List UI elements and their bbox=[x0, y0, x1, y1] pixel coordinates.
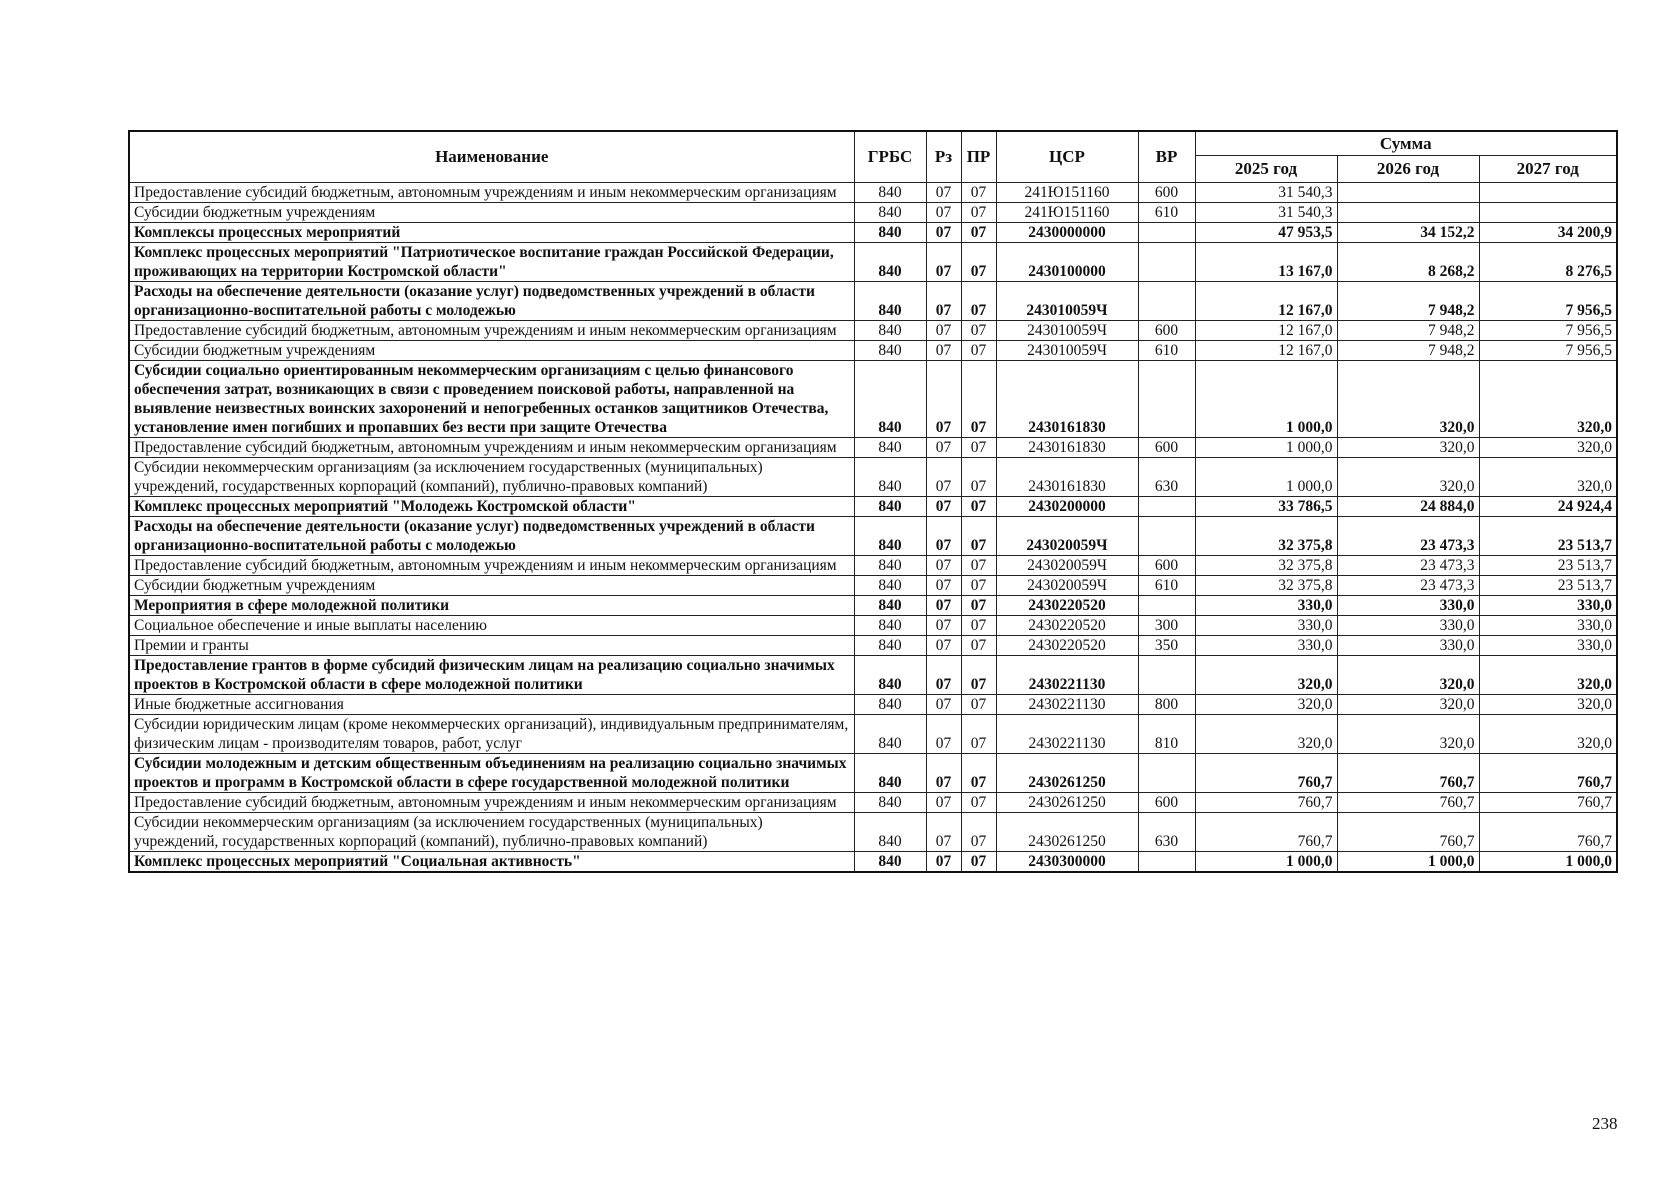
cell-2026: 23 473,3 bbox=[1337, 555, 1479, 575]
cell-2027: 760,7 bbox=[1479, 792, 1617, 812]
cell-csr: 2430161830 bbox=[996, 457, 1138, 496]
cell-vr: 630 bbox=[1138, 457, 1195, 496]
table-row bbox=[129, 635, 1617, 655]
cell-vr: 600 bbox=[1138, 320, 1195, 340]
cell-name: Предоставление субсидий бюджетным, автономным учреждениям и иным некоммерческим организациям bbox=[129, 792, 854, 812]
cell-2027: 320,0 bbox=[1479, 694, 1617, 714]
cell-pr: 07 bbox=[961, 340, 996, 360]
cell-2025: 33 786,5 bbox=[1195, 496, 1337, 516]
cell-2025: 330,0 bbox=[1195, 595, 1337, 615]
cell-2027: 320,0 bbox=[1479, 437, 1617, 457]
cell-grbs: 840 bbox=[854, 615, 926, 635]
budget-table bbox=[128, 130, 1618, 873]
cell-2026: 330,0 bbox=[1337, 635, 1479, 655]
cell-2027: 23 513,7 bbox=[1479, 575, 1617, 595]
cell-2027: 320,0 bbox=[1479, 457, 1617, 496]
cell-pr: 07 bbox=[961, 615, 996, 635]
cell-2025: 32 375,8 bbox=[1195, 575, 1337, 595]
cell-2025: 1 000,0 bbox=[1195, 851, 1337, 872]
cell-rz: 07 bbox=[926, 851, 961, 872]
cell-name: Субсидии юридическим лицам (кроме некоммерческих организаций), индивидуальным предпринимателям, физическим лицам - производителям товаров, работ, услуг bbox=[129, 714, 854, 753]
table-row bbox=[129, 615, 1617, 635]
cell-grbs: 840 bbox=[854, 851, 926, 872]
cell-2025: 320,0 bbox=[1195, 655, 1337, 694]
cell-vr: 610 bbox=[1138, 202, 1195, 222]
cell-2026: 7 948,2 bbox=[1337, 281, 1479, 320]
table-row bbox=[129, 242, 1617, 281]
cell-csr: 243020059Ч bbox=[996, 575, 1138, 595]
cell-pr: 07 bbox=[961, 792, 996, 812]
table-header bbox=[129, 131, 1617, 182]
cell-rz: 07 bbox=[926, 792, 961, 812]
cell-rz: 07 bbox=[926, 340, 961, 360]
cell-2026: 330,0 bbox=[1337, 595, 1479, 615]
cell-2027: 320,0 bbox=[1479, 714, 1617, 753]
cell-pr: 07 bbox=[961, 360, 996, 437]
cell-csr: 241Ю151160 bbox=[996, 182, 1138, 202]
cell-rz: 07 bbox=[926, 242, 961, 281]
cell-rz: 07 bbox=[926, 714, 961, 753]
cell-rz: 07 bbox=[926, 635, 961, 655]
cell-rz: 07 bbox=[926, 457, 961, 496]
cell-csr: 2430220520 bbox=[996, 615, 1138, 635]
cell-csr: 2430161830 bbox=[996, 437, 1138, 457]
cell-csr: 2430161830 bbox=[996, 360, 1138, 437]
cell-vr bbox=[1138, 516, 1195, 555]
cell-2027: 8 276,5 bbox=[1479, 242, 1617, 281]
cell-2025: 320,0 bbox=[1195, 694, 1337, 714]
cell-2026: 7 948,2 bbox=[1337, 340, 1479, 360]
cell-rz: 07 bbox=[926, 694, 961, 714]
cell-vr: 350 bbox=[1138, 635, 1195, 655]
cell-2027: 34 200,9 bbox=[1479, 222, 1617, 242]
header-pr: ПР bbox=[961, 131, 996, 182]
cell-2027: 23 513,7 bbox=[1479, 555, 1617, 575]
cell-grbs: 840 bbox=[854, 281, 926, 320]
cell-grbs: 840 bbox=[854, 360, 926, 437]
cell-2025: 12 167,0 bbox=[1195, 281, 1337, 320]
cell-pr: 07 bbox=[961, 753, 996, 792]
cell-grbs: 840 bbox=[854, 812, 926, 851]
cell-2027 bbox=[1479, 182, 1617, 202]
cell-pr: 07 bbox=[961, 222, 996, 242]
cell-csr: 243010059Ч bbox=[996, 320, 1138, 340]
cell-name: Субсидии бюджетным учреждениям bbox=[129, 340, 854, 360]
cell-2025: 320,0 bbox=[1195, 714, 1337, 753]
cell-vr bbox=[1138, 655, 1195, 694]
cell-vr bbox=[1138, 222, 1195, 242]
cell-grbs: 840 bbox=[854, 595, 926, 615]
cell-rz: 07 bbox=[926, 182, 961, 202]
cell-pr: 07 bbox=[961, 595, 996, 615]
cell-2026: 760,7 bbox=[1337, 812, 1479, 851]
cell-pr: 07 bbox=[961, 281, 996, 320]
cell-pr: 07 bbox=[961, 812, 996, 851]
cell-name: Премии и гранты bbox=[129, 635, 854, 655]
cell-csr: 2430261250 bbox=[996, 792, 1138, 812]
cell-name: Предоставление субсидий бюджетным, автономным учреждениям и иным некоммерческим организациям bbox=[129, 320, 854, 340]
cell-vr: 800 bbox=[1138, 694, 1195, 714]
cell-csr: 2430100000 bbox=[996, 242, 1138, 281]
cell-rz: 07 bbox=[926, 615, 961, 635]
cell-2027: 24 924,4 bbox=[1479, 496, 1617, 516]
cell-2026: 320,0 bbox=[1337, 457, 1479, 496]
cell-rz: 07 bbox=[926, 437, 961, 457]
cell-grbs: 840 bbox=[854, 222, 926, 242]
table-row bbox=[129, 437, 1617, 457]
cell-2026: 320,0 bbox=[1337, 694, 1479, 714]
cell-2026: 320,0 bbox=[1337, 360, 1479, 437]
cell-2025: 330,0 bbox=[1195, 635, 1337, 655]
cell-pr: 07 bbox=[961, 714, 996, 753]
cell-rz: 07 bbox=[926, 320, 961, 340]
cell-vr: 630 bbox=[1138, 812, 1195, 851]
header-year-2026: 2026 год bbox=[1337, 155, 1479, 182]
cell-pr: 07 bbox=[961, 242, 996, 281]
cell-vr: 600 bbox=[1138, 182, 1195, 202]
cell-2026: 330,0 bbox=[1337, 615, 1479, 635]
table-row bbox=[129, 753, 1617, 792]
cell-vr bbox=[1138, 753, 1195, 792]
cell-grbs: 840 bbox=[854, 457, 926, 496]
table-row bbox=[129, 595, 1617, 615]
cell-csr: 2430261250 bbox=[996, 812, 1138, 851]
cell-name: Предоставление грантов в форме субсидий физическим лицам на реализацию социально значимых проектов в Костромской области в сфере молодежной политики bbox=[129, 655, 854, 694]
table-row bbox=[129, 575, 1617, 595]
cell-2026: 320,0 bbox=[1337, 714, 1479, 753]
cell-2025: 1 000,0 bbox=[1195, 360, 1337, 437]
cell-pr: 07 bbox=[961, 516, 996, 555]
header-vr: ВР bbox=[1138, 131, 1195, 182]
cell-pr: 07 bbox=[961, 496, 996, 516]
cell-2027: 330,0 bbox=[1479, 635, 1617, 655]
cell-name: Субсидии некоммерческим организациям (за исключением государственных (муниципальных) учреждений, государственных корпораций (компаний), публично-правовых компаний) bbox=[129, 812, 854, 851]
cell-2026: 320,0 bbox=[1337, 655, 1479, 694]
cell-csr: 2430221130 bbox=[996, 714, 1138, 753]
cell-2027: 320,0 bbox=[1479, 655, 1617, 694]
cell-csr: 2430220520 bbox=[996, 635, 1138, 655]
header-csr: ЦСР bbox=[996, 131, 1138, 182]
cell-2026: 23 473,3 bbox=[1337, 516, 1479, 555]
cell-pr: 07 bbox=[961, 437, 996, 457]
cell-2026: 760,7 bbox=[1337, 792, 1479, 812]
cell-2027: 760,7 bbox=[1479, 812, 1617, 851]
cell-rz: 07 bbox=[926, 753, 961, 792]
cell-name: Субсидии социально ориентированным некоммерческим организациям с целью финансового обеспечения затрат, возникающих в связи с проведением поисковой работы, направленной на выявление неизвестных воинских захоронений и непогребенных останков защитников Отечества, установление имен погибших и пропавших без вести при защите Отечества bbox=[129, 360, 854, 437]
cell-2027: 760,7 bbox=[1479, 753, 1617, 792]
cell-vr: 300 bbox=[1138, 615, 1195, 635]
cell-2027: 7 956,5 bbox=[1479, 320, 1617, 340]
cell-grbs: 840 bbox=[854, 575, 926, 595]
cell-2027: 7 956,5 bbox=[1479, 281, 1617, 320]
cell-2025: 31 540,3 bbox=[1195, 202, 1337, 222]
table-row bbox=[129, 792, 1617, 812]
cell-2025: 760,7 bbox=[1195, 792, 1337, 812]
cell-vr bbox=[1138, 242, 1195, 281]
cell-name: Субсидии бюджетным учреждениям bbox=[129, 202, 854, 222]
cell-csr: 243020059Ч bbox=[996, 555, 1138, 575]
cell-vr: 810 bbox=[1138, 714, 1195, 753]
cell-rz: 07 bbox=[926, 555, 961, 575]
table-row bbox=[129, 555, 1617, 575]
cell-vr bbox=[1138, 496, 1195, 516]
cell-rz: 07 bbox=[926, 281, 961, 320]
cell-pr: 07 bbox=[961, 655, 996, 694]
cell-csr: 243020059Ч bbox=[996, 516, 1138, 555]
cell-grbs: 840 bbox=[854, 496, 926, 516]
cell-csr: 243010059Ч bbox=[996, 281, 1138, 320]
cell-grbs: 840 bbox=[854, 555, 926, 575]
cell-pr: 07 bbox=[961, 694, 996, 714]
cell-grbs: 840 bbox=[854, 792, 926, 812]
cell-grbs: 840 bbox=[854, 655, 926, 694]
cell-rz: 07 bbox=[926, 595, 961, 615]
cell-name: Комплекс процессных мероприятий "Молодежь Костромской области" bbox=[129, 496, 854, 516]
cell-csr: 2430300000 bbox=[996, 851, 1138, 872]
cell-rz: 07 bbox=[926, 496, 961, 516]
table-row bbox=[129, 496, 1617, 516]
cell-vr: 600 bbox=[1138, 437, 1195, 457]
table-row bbox=[129, 320, 1617, 340]
cell-2025: 32 375,8 bbox=[1195, 516, 1337, 555]
cell-pr: 07 bbox=[961, 202, 996, 222]
table-row bbox=[129, 851, 1617, 872]
cell-grbs: 840 bbox=[854, 182, 926, 202]
cell-2027: 330,0 bbox=[1479, 595, 1617, 615]
cell-vr: 610 bbox=[1138, 340, 1195, 360]
cell-2027: 7 956,5 bbox=[1479, 340, 1617, 360]
cell-2026: 8 268,2 bbox=[1337, 242, 1479, 281]
cell-name: Субсидии некоммерческим организациям (за исключением государственных (муниципальных) учреждений, государственных корпораций (компаний), публично-правовых компаний) bbox=[129, 457, 854, 496]
cell-name: Иные бюджетные ассигнования bbox=[129, 694, 854, 714]
header-sum: Сумма bbox=[1195, 131, 1617, 155]
cell-name: Расходы на обеспечение деятельности (оказание услуг) подведомственных учреждений в области организационно-воспитательной работы с молодежью bbox=[129, 281, 854, 320]
cell-vr: 600 bbox=[1138, 555, 1195, 575]
cell-2026 bbox=[1337, 182, 1479, 202]
cell-pr: 07 bbox=[961, 851, 996, 872]
table-row bbox=[129, 457, 1617, 496]
cell-2026: 7 948,2 bbox=[1337, 320, 1479, 340]
cell-vr bbox=[1138, 851, 1195, 872]
cell-csr: 2430221130 bbox=[996, 655, 1138, 694]
cell-rz: 07 bbox=[926, 575, 961, 595]
cell-grbs: 840 bbox=[854, 694, 926, 714]
cell-pr: 07 bbox=[961, 635, 996, 655]
cell-csr: 2430000000 bbox=[996, 222, 1138, 242]
cell-2027 bbox=[1479, 202, 1617, 222]
cell-csr: 2430220520 bbox=[996, 595, 1138, 615]
cell-rz: 07 bbox=[926, 655, 961, 694]
cell-grbs: 840 bbox=[854, 340, 926, 360]
table-row bbox=[129, 812, 1617, 851]
cell-2026: 320,0 bbox=[1337, 437, 1479, 457]
table-row bbox=[129, 360, 1617, 437]
cell-grbs: 840 bbox=[854, 242, 926, 281]
cell-2027: 23 513,7 bbox=[1479, 516, 1617, 555]
cell-rz: 07 bbox=[926, 360, 961, 437]
cell-name: Социальное обеспечение и иные выплаты населению bbox=[129, 615, 854, 635]
cell-rz: 07 bbox=[926, 516, 961, 555]
cell-2025: 12 167,0 bbox=[1195, 320, 1337, 340]
cell-2026 bbox=[1337, 202, 1479, 222]
cell-name: Предоставление субсидий бюджетным, автономным учреждениям и иным некоммерческим организациям bbox=[129, 555, 854, 575]
cell-2025: 760,7 bbox=[1195, 753, 1337, 792]
cell-2027: 330,0 bbox=[1479, 615, 1617, 635]
cell-grbs: 840 bbox=[854, 320, 926, 340]
cell-pr: 07 bbox=[961, 457, 996, 496]
cell-2025: 12 167,0 bbox=[1195, 340, 1337, 360]
cell-2025: 31 540,3 bbox=[1195, 182, 1337, 202]
cell-grbs: 840 bbox=[854, 753, 926, 792]
cell-grbs: 840 bbox=[854, 202, 926, 222]
cell-grbs: 840 bbox=[854, 516, 926, 555]
cell-2025: 760,7 bbox=[1195, 812, 1337, 851]
cell-pr: 07 bbox=[961, 182, 996, 202]
table-row bbox=[129, 340, 1617, 360]
cell-vr bbox=[1138, 595, 1195, 615]
cell-grbs: 840 bbox=[854, 714, 926, 753]
cell-2025: 32 375,8 bbox=[1195, 555, 1337, 575]
cell-name: Предоставление субсидий бюджетным, автономным учреждениям и иным некоммерческим организациям bbox=[129, 182, 854, 202]
table-row bbox=[129, 281, 1617, 320]
cell-2026: 1 000,0 bbox=[1337, 851, 1479, 872]
cell-csr: 2430221130 bbox=[996, 694, 1138, 714]
budget-table-wrapper bbox=[128, 130, 1616, 873]
cell-2026: 760,7 bbox=[1337, 753, 1479, 792]
cell-name: Субсидии бюджетным учреждениям bbox=[129, 575, 854, 595]
page-number: 238 bbox=[1592, 1114, 1618, 1133]
table-row bbox=[129, 655, 1617, 694]
cell-name: Субсидии молодежным и детским общественным объединениям на реализацию социально значимых проектов и программ в Костромской области в сфере государственной молодежной политики bbox=[129, 753, 854, 792]
cell-name: Комплекс процессных мероприятий "Социальная активность" bbox=[129, 851, 854, 872]
cell-vr bbox=[1138, 281, 1195, 320]
cell-name: Мероприятия в сфере молодежной политики bbox=[129, 595, 854, 615]
cell-pr: 07 bbox=[961, 575, 996, 595]
cell-rz: 07 bbox=[926, 222, 961, 242]
table-row bbox=[129, 694, 1617, 714]
table-row bbox=[129, 714, 1617, 753]
cell-name: Расходы на обеспечение деятельности (оказание услуг) подведомственных учреждений в области организационно-воспитательной работы с молодежью bbox=[129, 516, 854, 555]
cell-2026: 34 152,2 bbox=[1337, 222, 1479, 242]
cell-csr: 2430200000 bbox=[996, 496, 1138, 516]
cell-name: Комплексы процессных мероприятий bbox=[129, 222, 854, 242]
table-row bbox=[129, 222, 1617, 242]
cell-rz: 07 bbox=[926, 812, 961, 851]
header-year-2027: 2027 год bbox=[1479, 155, 1617, 182]
cell-2025: 330,0 bbox=[1195, 615, 1337, 635]
cell-vr: 610 bbox=[1138, 575, 1195, 595]
cell-rz: 07 bbox=[926, 202, 961, 222]
cell-2025: 47 953,5 bbox=[1195, 222, 1337, 242]
header-year-2025: 2025 год bbox=[1195, 155, 1337, 182]
table-body bbox=[129, 182, 1617, 872]
cell-vr: 600 bbox=[1138, 792, 1195, 812]
cell-name: Комплекс процессных мероприятий "Патриотическое воспитание граждан Российской Федерации, проживающих на территории Костромской области" bbox=[129, 242, 854, 281]
cell-grbs: 840 bbox=[854, 635, 926, 655]
header-grbs: ГРБС bbox=[854, 131, 926, 182]
cell-2027: 1 000,0 bbox=[1479, 851, 1617, 872]
cell-2026: 23 473,3 bbox=[1337, 575, 1479, 595]
table-row bbox=[129, 182, 1617, 202]
cell-pr: 07 bbox=[961, 320, 996, 340]
cell-grbs: 840 bbox=[854, 437, 926, 457]
cell-name: Предоставление субсидий бюджетным, автономным учреждениям и иным некоммерческим организациям bbox=[129, 437, 854, 457]
cell-2025: 13 167,0 bbox=[1195, 242, 1337, 281]
cell-csr: 241Ю151160 bbox=[996, 202, 1138, 222]
cell-csr: 2430261250 bbox=[996, 753, 1138, 792]
cell-csr: 243010059Ч bbox=[996, 340, 1138, 360]
cell-2025: 1 000,0 bbox=[1195, 437, 1337, 457]
cell-2026: 24 884,0 bbox=[1337, 496, 1479, 516]
cell-vr bbox=[1138, 360, 1195, 437]
cell-pr: 07 bbox=[961, 555, 996, 575]
cell-2027: 320,0 bbox=[1479, 360, 1617, 437]
header-name: Наименование bbox=[129, 131, 854, 182]
table-row bbox=[129, 516, 1617, 555]
cell-2025: 1 000,0 bbox=[1195, 457, 1337, 496]
table-row bbox=[129, 202, 1617, 222]
header-rz: Рз bbox=[926, 131, 961, 182]
